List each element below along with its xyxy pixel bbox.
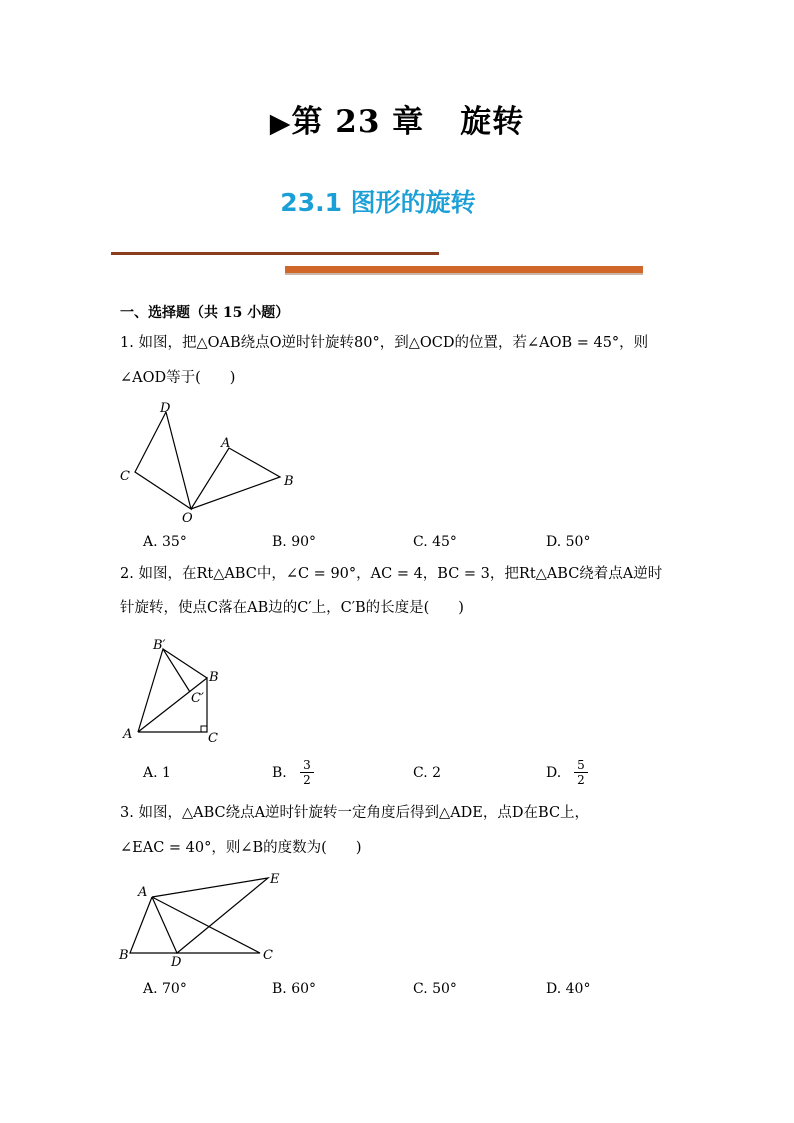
chapter-marker: ▶	[269, 108, 292, 139]
divider-bottom	[285, 266, 643, 273]
q1-label-c: C	[120, 469, 130, 484]
q3-label-c: C	[263, 948, 273, 963]
q2-label-b: B	[209, 670, 219, 685]
q1-option-c[interactable]: C. 45°	[413, 534, 457, 550]
q1-option-d[interactable]: D. 50°	[546, 534, 591, 550]
q2-label-bprime: B′	[153, 638, 166, 653]
q2-text-line1: 2. 如图，在Rt△ABC中，∠C = 90°，AC = 4，BC = 3，把Rt△ABC绕着点A逆时	[120, 566, 663, 582]
q3-figure	[110, 868, 300, 973]
q3-label-a: A	[138, 885, 148, 900]
q2-label-a: A	[123, 727, 133, 742]
q1-label-a: A	[221, 436, 231, 451]
q3-label-d: D	[171, 955, 182, 970]
chapter-topic: 旋转	[460, 104, 525, 140]
chapter-number: 第 23 章	[291, 104, 425, 140]
q3-option-c[interactable]: C. 50°	[413, 981, 457, 997]
q2-option-d-fraction	[574, 758, 588, 787]
chapter-title	[0, 96, 794, 141]
q2-option-b-denominator: 2	[303, 773, 311, 787]
divider-top	[111, 252, 439, 255]
q1-text-line1: 1. 如图，把△OAB绕点O逆时针旋转80°，到△OCD的位置，若∠AOB = 45°，则	[120, 335, 649, 351]
q1-label-d: D	[160, 401, 171, 416]
q1-option-b[interactable]: B. 90°	[272, 534, 317, 550]
q1-label-b: B	[284, 474, 294, 489]
section-heading: 一、选择题（共 15 小题）	[120, 305, 290, 321]
q2-label-cprime: C′	[191, 691, 204, 706]
q2-option-d[interactable]	[546, 765, 561, 781]
q2-option-b-numerator: 3	[300, 758, 314, 773]
q3-option-b[interactable]: B. 60°	[272, 981, 317, 997]
q2-option-a[interactable]: A. 1	[143, 765, 171, 781]
q2-option-d-denominator: 2	[577, 773, 585, 787]
q3-option-d[interactable]: D. 40°	[546, 981, 591, 997]
q2-option-b-letter: B.	[272, 765, 287, 781]
q3-text-line2: ∠EAC = 40°，则∠B的度数为( )	[120, 840, 362, 856]
q2-option-b-fraction	[300, 758, 314, 787]
q1-option-a[interactable]: A. 35°	[143, 534, 187, 550]
q2-text-line2: 针旋转，使点C落在AB边的C′上，C′B的长度是( )	[120, 600, 464, 616]
divider-bottom-shadow	[285, 273, 643, 275]
q3-label-b: B	[119, 948, 129, 963]
q3-text-line1: 3. 如图，△ABC绕点A逆时针旋转一定角度后得到△ADE，点D在BC上，	[120, 805, 590, 821]
section-title: 23.1 图形的旋转	[280, 188, 476, 217]
q3-option-a[interactable]: A. 70°	[143, 981, 187, 997]
q2-option-d-numerator: 5	[574, 758, 588, 773]
q1-label-o: O	[182, 511, 193, 526]
q1-text-line2: ∠AOD等于( )	[120, 370, 236, 386]
q2-option-b[interactable]	[272, 765, 287, 781]
q1-figure	[110, 395, 310, 530]
q2-option-c[interactable]: C. 2	[413, 765, 442, 781]
q2-option-d-letter: D.	[546, 765, 562, 781]
q3-label-e: E	[270, 872, 280, 887]
q2-label-c: C	[208, 731, 218, 746]
q2-figure	[115, 632, 235, 750]
